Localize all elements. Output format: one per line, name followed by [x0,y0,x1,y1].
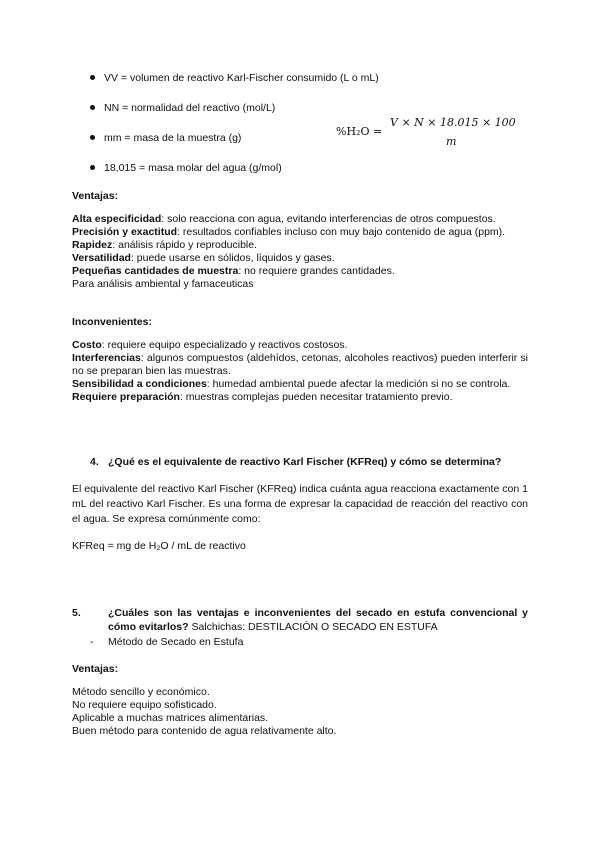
list-item [72,213,528,226]
variable-text: 18,015 = masa molar del agua (g/mol) [104,162,282,174]
formula-lhs: %H₂O = [336,125,383,138]
formula-numerator: V × N × 18.015 × 100 [390,116,516,129]
bullet-icon [90,165,95,170]
ventajas-list [72,686,528,738]
list-item [72,265,528,278]
question-note: Salchichas: DESTILACIÓN O SECADO EN ESTUFA [188,621,438,633]
item-text: : análisis rápido y reproducible. [112,239,258,251]
question-heading [72,606,528,634]
variable-text: VV = volumen de reactivo Karl-Fischer consumido (L o mL) [104,72,379,84]
item-text: : solo reacciona con agua, evitando interferencias de otros compuestos. [161,213,496,225]
item-label: Sensibilidad a condiciones [72,378,207,390]
question-paragraph: El equivalente del reactivo Karl Fischer (KFReq) indica cuánta agua reacciona exactamente con 1 mL del reactivo Karl Fischer. Es una forma de expresar la capacidad de reacción del reactivo con el agua. Se expresa comúnmente como: [72,483,528,525]
question-heading [90,455,530,469]
question-title: ¿Cuáles son las ventajas e inconvenientes del secado en estufa convencional y cómo evitarlos? [108,607,528,633]
bullet-icon [90,105,95,110]
list-item [90,102,275,114]
section-heading: Ventajas: [72,190,119,202]
dash-icon: - [90,636,94,648]
variable-text: NN = normalidad del reactivo (mol/L) [104,102,276,114]
extra-line: Para análisis ambiental y famaceuticas [72,278,254,290]
formula-denominator: m [446,135,457,148]
item-label: Pequeñas cantidades de muestra [72,265,239,277]
item-label: Alta especificidad [72,213,162,225]
question-title: ¿Qué es el equivalente de reactivo Karl Fischer (KFReq) y cómo se determina? [108,456,502,468]
list-item: No requiere equipo sofisticado. [72,699,217,711]
list-item [90,162,282,174]
inconvenientes-list [72,339,528,404]
item-label: Precisión y exactitud [72,226,178,238]
item-text: : requiere equipo especializado y reactivos costosos. [101,339,348,351]
list-item [72,378,528,391]
item-label: Interferencias [72,352,141,364]
list-item: Buen método para contenido de agua relativamente alto. [72,725,337,737]
kfreq-equation: KFReq = mg de H₂O / mL de reactivo [72,540,246,552]
item-text: : algunos compuestos (aldehídos, cetonas, alcoholes reactivos) pueden interferir si no se preparan bien las muestras. [72,352,528,377]
list-item [72,252,528,265]
bullet-icon [90,75,95,80]
question-number: 5. [72,607,81,619]
item-text: : humedad ambiental puede afectar la medición si no se controla. [206,378,511,390]
item-label: Costo [72,339,102,351]
bullet-icon [90,135,95,140]
item-label: Rapidez [72,239,113,251]
item-label: Versatilidad [72,252,131,264]
item-text: : resultados confiables incluso con muy bajo contenido de agua (ppm). [177,226,506,238]
list-item [72,391,528,404]
dash-list-item [90,636,243,648]
question-number: 4. [90,456,99,468]
list-item: Aplicable a muchas matrices alimentarias. [72,712,269,724]
list-item [72,239,528,252]
list-item [72,352,528,378]
list-item [90,72,379,84]
list-item [72,339,528,352]
water-formula [336,115,526,151]
list-item: Método sencillo y económico. [72,686,210,698]
variable-text: mm = masa de la muestra (g) [104,132,242,144]
section-heading: Inconvenientes: [72,316,152,328]
item-text: : muestras complejas pueden necesitar tratamiento previo. [179,391,453,403]
item-text: : puede usarse en sólidos, líquidos y gases. [130,252,335,264]
item-text: : no requiere grandes cantidades. [238,265,395,277]
list-item [90,132,241,144]
item-label: Requiere preparación [72,391,180,403]
list-item [72,226,528,239]
dash-item-text: Método de Secado en Estufa [108,636,244,648]
ventajas-list [72,213,528,291]
section-heading: Ventajas: [72,663,119,675]
